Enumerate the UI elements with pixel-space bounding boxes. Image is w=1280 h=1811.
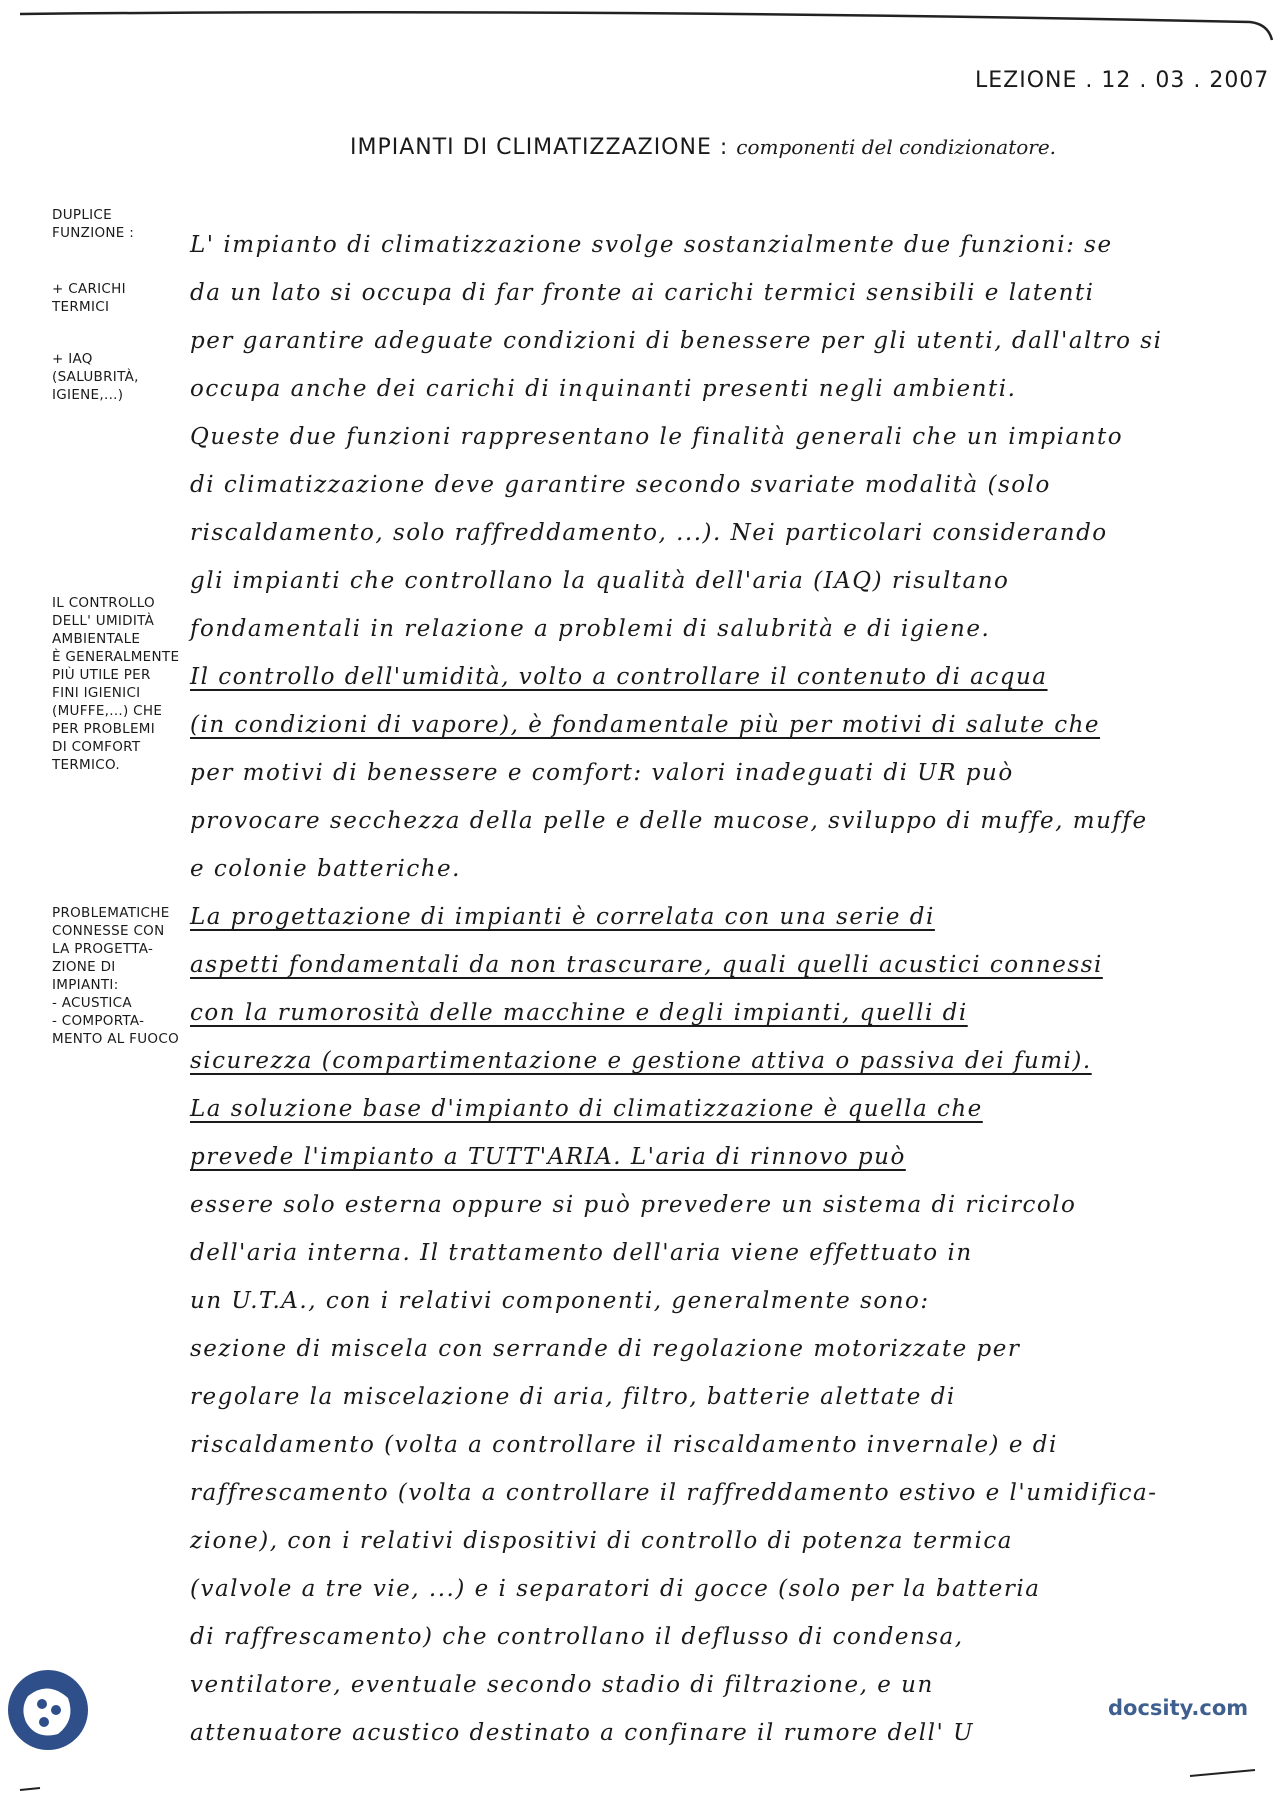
- body-line: zione), con i relativi dispositivi di controllo di potenza termica: [190, 1528, 1013, 1554]
- body-line: La soluzione base d'impianto di climatizzazione è quella che: [190, 1096, 983, 1122]
- body-line: provocare secchezza della pelle e delle mucose, sviluppo di muffe, muffe: [190, 808, 1148, 834]
- docsity-logo-icon: [6, 1668, 90, 1752]
- title-subtitle: componenti del condizionatore.: [736, 135, 1057, 159]
- docsity-watermark[interactable]: docsity.com: [1108, 1696, 1249, 1720]
- body-line: gli impianti che controllano la qualità dell'aria (IAQ) risultano: [190, 568, 1010, 594]
- body-line: attenuatore acustico destinato a confinare il rumore dell' U: [190, 1720, 975, 1746]
- lesson-date: LEZIONE . 12 . 03 . 2007: [975, 68, 1270, 93]
- body-line: sicurezza (compartimentazione e gestione attiva o passiva dei fumi).: [190, 1048, 1092, 1074]
- body-line: raffrescamento (volta a controllare il raffreddamento estivo e l'umidifica-: [190, 1480, 1158, 1506]
- body-line: con la rumorosità delle macchine e degli impianti, quelli di: [190, 1000, 968, 1026]
- body-line: (in condizioni di vapore), è fondamentale più per motivi di salute che: [190, 712, 1101, 738]
- body-line: un U.T.A., con i relativi componenti, generalmente sono:: [190, 1288, 930, 1314]
- page-title: [350, 135, 1056, 160]
- title-main: IMPIANTI DI CLIMATIZZAZIONE :: [350, 135, 729, 160]
- body-line: sezione di miscela con serrande di regolazione motorizzate per: [190, 1336, 1021, 1362]
- body-line: regolare la miscelazione di aria, filtro, batterie alettate di: [190, 1384, 956, 1410]
- body-line: Il controllo dell'umidità, volto a controllare il contenuto di acqua: [190, 664, 1048, 690]
- body-line: per motivi di benessere e comfort: valori inadeguati di UR può: [190, 760, 1014, 786]
- margin-note-controllo-umidita: IL CONTROLLO DELL' UMIDITÀ AMBIENTALE È GENERALMENTE PIÙ UTILE PER FINI IGIENICI (MUFFE,...) CHE PER PROBLEMI DI COMFORT TERMICO.: [52, 595, 180, 773]
- body-line: per garantire adeguate condizioni di benessere per gli utenti, dall'altro si: [190, 328, 1163, 354]
- margin-note-carichi-termici: + CARICHI TERMICI: [52, 281, 126, 315]
- body-line: riscaldamento (volta a controllare il riscaldamento invernale) e di: [190, 1432, 1058, 1458]
- margin-note-problematiche: PROBLEMATICHE CONNESSE CON LA PROGETTA- ZIONE DI IMPIANTI: - ACUSTICA - COMPORTA- MENTO AL FUOCO: [52, 905, 180, 1047]
- body-line: dell'aria interna. Il trattamento dell'aria viene effettuato in: [190, 1240, 973, 1266]
- margin-note-iaq: + IAQ (SALUBRITÀ, IGIENE,...): [52, 351, 139, 403]
- body-line: di raffrescamento) che controllano il deflusso di condensa,: [190, 1624, 964, 1650]
- margin-note-duplice-funzione: DUPLICE FUNZIONE :: [52, 207, 135, 241]
- body-line: occupa anche dei carichi di inquinanti presenti negli ambienti.: [190, 376, 1017, 402]
- body-line: essere solo esterna oppure si può prevedere un sistema di ricircolo: [190, 1192, 1077, 1218]
- body-line: La progettazione di impianti è correlata con una serie di: [190, 904, 935, 930]
- body-line: fondamentali in relazione a problemi di salubrità e di igiene.: [190, 616, 991, 642]
- body-line: Queste due funzioni rappresentano le finalità generali che un impianto: [190, 424, 1124, 450]
- body-line: da un lato si occupa di far fronte ai carichi termici sensibili e latenti: [190, 280, 1095, 306]
- body-line: ventilatore, eventuale secondo stadio di filtrazione, e un: [190, 1672, 934, 1698]
- body-line: prevede l'impianto a TUTT'ARIA. L'aria di rinnovo può: [190, 1144, 906, 1170]
- body-line: L' impianto di climatizzazione svolge sostanzialmente due funzioni: se: [190, 232, 1113, 258]
- body-line: (valvole a tre vie, ...) e i separatori di gocce (solo per la batteria: [190, 1576, 1041, 1602]
- body-line: aspetti fondamentali da non trascurare, quali quelli acustici connessi: [190, 952, 1103, 978]
- body-line: e colonie batteriche.: [190, 856, 461, 882]
- body-line: di climatizzazione deve garantire secondo svariate modalità (solo: [190, 472, 1051, 498]
- body-line: riscaldamento, solo raffreddamento, ...). Nei particolari considerando: [190, 520, 1108, 546]
